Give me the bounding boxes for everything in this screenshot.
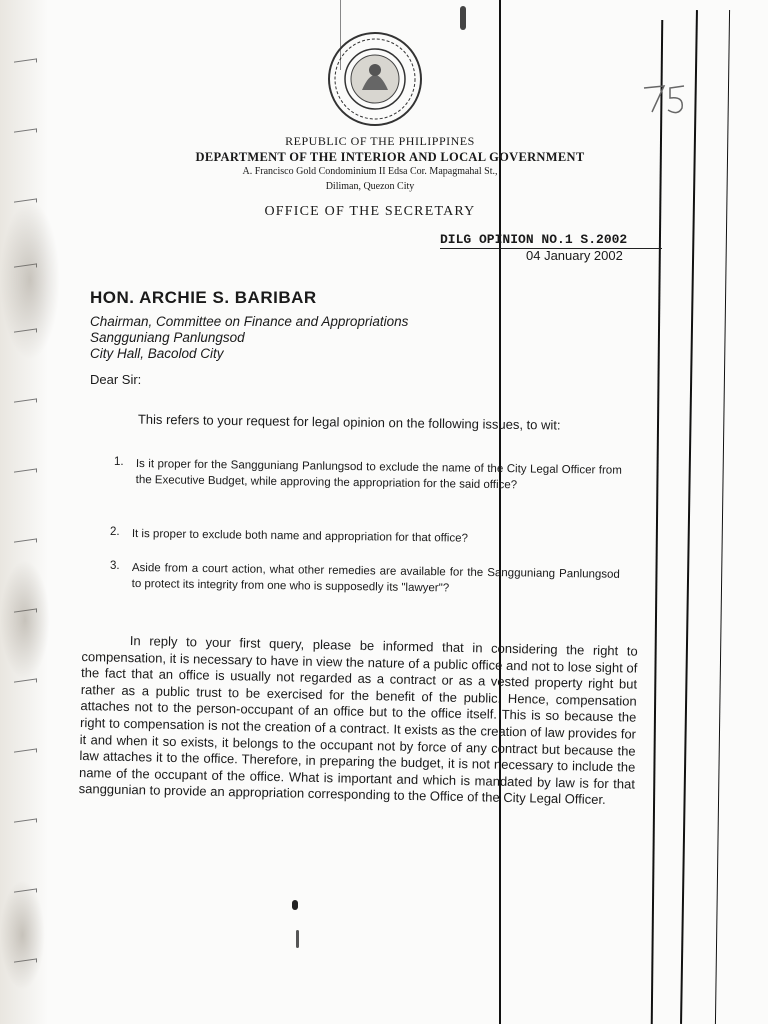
- page-edge-line: [715, 10, 730, 1024]
- addressee-location: City Hall, Bacolod City: [90, 346, 224, 361]
- letterhead-address-line2: Diliman, Quezon City: [325, 181, 415, 192]
- intro-paragraph: This refers to your request for legal opinion on the following issues, to wit:: [137, 411, 561, 433]
- issue-number: 2.: [110, 526, 120, 538]
- addressee-name: HON. ARCHIE S. BARIBAR: [90, 288, 317, 307]
- ink-blot: [292, 900, 298, 910]
- salutation: Dear Sir:: [90, 372, 142, 387]
- addressee-body: Sangguniang Panlungsod: [90, 330, 245, 345]
- letterhead-department: DEPARTMENT OF THE INTERIOR AND LOCAL GOVERNMENT: [195, 150, 585, 164]
- ink-blot: [460, 6, 466, 30]
- issue-text: It is proper to exclude both name and appropriation for that office?: [131, 527, 469, 545]
- opinion-date: 04 January 2002: [526, 248, 623, 263]
- stain: [0, 880, 45, 990]
- issue-number: 3.: [110, 560, 120, 572]
- letterhead-republic: REPUBLIC OF THE PHILIPPINES: [285, 134, 475, 148]
- page-edge-line: [651, 20, 664, 1024]
- opinion-number: DILG OPINION NO.1 S.2002: [440, 232, 628, 247]
- reply-paragraph: In reply to your first query, please be informed that in considering the right to compensation, it is necessary to have in view the nature of a public office and not to lose sight of the fact that an office is usually not regarded as a contract or as a vested property right but rather as a public trust to be exercised for the benefit of the public. Hence, compensation attaches not to the person-occupant of an office but to the office itself. This is so because the right to compensation is not the creation of a contract. It exists as the creation of law provides for it and when it so exists, it belongs to the occupant not by force of any contract but because the law attaches it to the office. Therefore, in preparing the budget, it is not necessary to include the name of the occupant of the office. What is important and which is mandated by law is for that sanggunian to provide an appropriation corresponding to the Office of the City Legal Officer.: [78, 633, 638, 808]
- page-edge-line: [680, 10, 698, 1024]
- issue-text: Is it proper for the Sangguniang Panlungsod to exclude the name of the City Legal Officer from the Executive Budget, while approving the appropriation for the said office?: [135, 457, 622, 492]
- letterhead-address-line1: A. Francisco Gold Condominium II Edsa Cor. Mapagmahal St.,: [242, 166, 498, 177]
- stain: [0, 560, 50, 680]
- torn-left-edge: [0, 0, 48, 1024]
- office-heading: OFFICE OF THE SECRETARY: [264, 204, 476, 219]
- ink-blot: [296, 930, 299, 948]
- handwritten-page-mark: [640, 78, 710, 118]
- issue-number: 1.: [114, 456, 124, 468]
- dilg-seal-icon: [322, 30, 428, 128]
- addressee-title: Chairman, Committee on Finance and Appropriations: [90, 314, 409, 329]
- stain: [0, 200, 60, 360]
- issue-text: Aside from a court action, what other remedies are available for the Sangguniang Panlungsod to protect its integrity from one who is supposedly its "lawyer"?: [131, 561, 620, 595]
